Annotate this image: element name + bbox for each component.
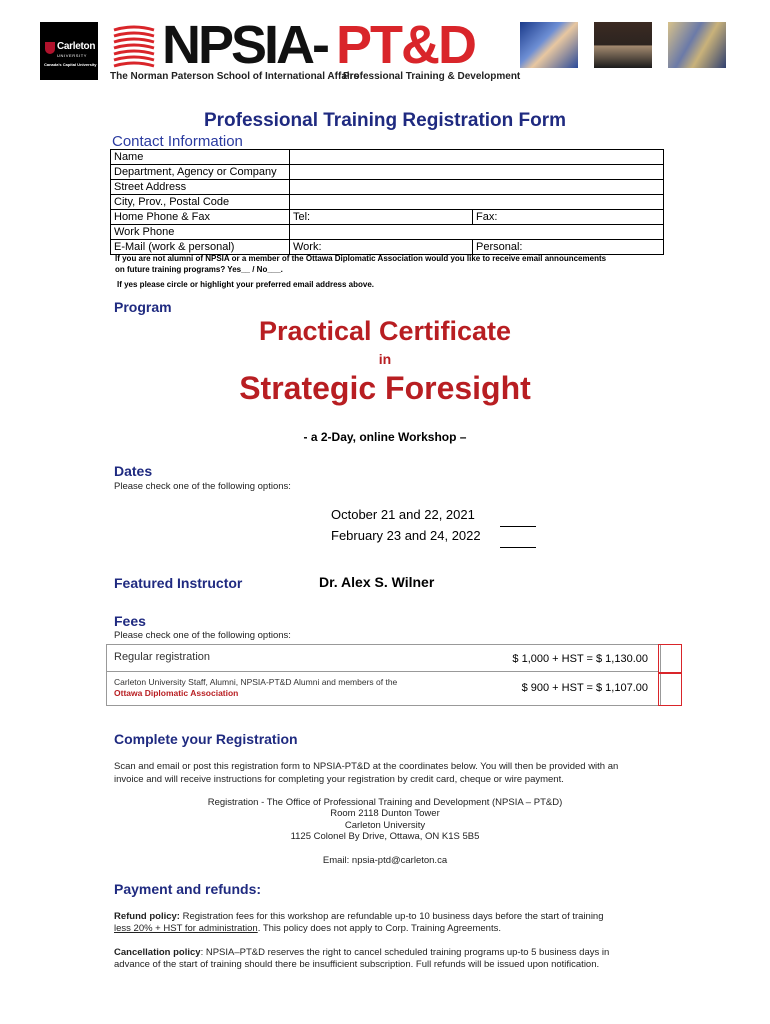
fees-instruction: Please check one of the following options:	[114, 630, 291, 641]
handshake-photo	[520, 22, 578, 68]
contact-field-primary[interactable]	[290, 195, 664, 210]
contact-row	[111, 225, 664, 240]
alumni-note-line-2: on future training programs? Yes__ / No___.	[115, 265, 283, 274]
refund-policy-label: Refund policy:	[114, 911, 180, 922]
complete-heading: Complete your Registration	[114, 731, 298, 747]
contact-field-primary[interactable]	[290, 165, 664, 180]
logo-school-subtitle: The Norman Paterson School of International Affairs	[110, 71, 360, 82]
complete-para-line-1: Scan and email or post this registration form to NPSIA-PT&D at the coordinates below. You will then be provided with an	[114, 761, 619, 772]
address-line-1: Registration - The Office of Professional Training and Development (NPSIA – PT&D)	[207, 797, 563, 808]
logo-ptd-subtitle: Professional Training & Development	[343, 71, 521, 82]
date-option-1-checkbox[interactable]	[500, 526, 536, 527]
refund-policy-text-1: Registration fees for this workshop are refundable up-to 10 business days before the start of training	[179, 911, 604, 922]
contact-row	[111, 210, 664, 225]
date-option-2-checkbox[interactable]	[500, 547, 536, 548]
contact-row	[111, 195, 664, 210]
carleton-tagline: Canada's Capital University	[44, 62, 97, 67]
refund-policy-line-2	[114, 922, 674, 935]
dates-instruction: Please check one of the following options:	[114, 481, 291, 492]
address-line-3: Carleton University	[344, 820, 426, 831]
contact-row-label: E-Mail (work & personal)	[111, 240, 290, 255]
date-option-1: October 21 and 22, 2021	[331, 507, 475, 522]
contact-row-label: Department, Agency or Company	[111, 165, 290, 180]
city-map-photo	[668, 22, 726, 68]
carleton-university-text: UNIVERSITY	[57, 53, 88, 58]
address-line-4: 1125 Colonel By Drive, Ottawa, ON K1S 5B5	[290, 831, 480, 842]
program-subtitle: - a 2-Day, online Workshop –	[303, 430, 467, 444]
cancel-policy-line-2: advance of the start of training should there be insufficient subscription. Full refunds will be issued upon notification.	[114, 959, 600, 970]
program-title-line-3: Strategic Foresight	[239, 370, 531, 406]
fee-discount-price: $ 900 + HST = $ 1,107.00	[521, 682, 648, 694]
date-option-2: February 23 and 24, 2022	[331, 528, 481, 543]
carleton-name: Carleton	[57, 41, 96, 52]
program-title-line-2: in	[378, 351, 392, 367]
carleton-crest-icon	[45, 42, 55, 54]
contact-row	[111, 150, 664, 165]
program-heading: Program	[114, 299, 172, 315]
contact-row-label: City, Prov., Postal Code	[111, 195, 290, 210]
contact-row-label: Street Address	[111, 180, 290, 195]
fee-regular-label: Regular registration	[114, 651, 210, 663]
contact-row-label: Home Phone & Fax	[111, 210, 290, 225]
form-title: Professional Training Registration Form	[203, 110, 567, 131]
logo-ptd-text: PT&D	[336, 15, 475, 75]
dates-heading: Dates	[114, 463, 153, 479]
fee-regular-checkbox[interactable]	[658, 644, 682, 674]
npsia-swirl-icon	[110, 22, 158, 72]
contact-row-label: Work Phone	[111, 225, 290, 240]
contact-row	[111, 180, 664, 195]
alumni-note-line-1: If you are not alumni of NPSIA or a member of the Ottawa Diplomatic Association would you like to receive email announcements	[115, 254, 607, 263]
cancel-policy-label: Cancellation policy	[114, 947, 201, 958]
contact-email[interactable]: Email: npsia-ptd@carleton.ca	[322, 855, 448, 866]
contact-field-secondary[interactable]: Fax:	[473, 210, 664, 225]
contact-row	[111, 165, 664, 180]
payment-heading: Payment and refunds:	[114, 881, 262, 897]
refund-policy-text-2: . This policy does not apply to Corp. Training Agreements.	[257, 923, 501, 934]
program-title-line-1: Practical Certificate	[258, 316, 512, 346]
complete-para-line-2: invoice and will receive instructions for completing your registration by credit card, cheque or wire payment.	[114, 774, 564, 785]
logo-npsia-text: NPSIA-	[162, 15, 328, 75]
instructor-heading: Featured Instructor	[114, 575, 243, 591]
fees-divider	[107, 671, 659, 672]
fee-discount-label-org: Ottawa Diplomatic Association	[114, 688, 239, 698]
fee-discount-checkbox[interactable]	[658, 672, 682, 706]
group-photo	[594, 22, 652, 68]
fee-discount-label: Carleton University Staff, Alumni, NPSIA-PT&D Alumni and members of the	[114, 677, 398, 687]
alumni-note-line-3: If yes please circle or highlight your preferred email address above.	[117, 280, 374, 289]
contact-field-secondary[interactable]: Personal:	[473, 240, 664, 255]
contact-field-primary[interactable]	[290, 225, 664, 240]
fee-regular-price: $ 1,000 + HST = $ 1,130.00	[512, 653, 648, 665]
instructor-name: Dr. Alex S. Wilner	[319, 574, 435, 590]
fees-heading: Fees	[114, 613, 146, 629]
carleton-logo	[40, 22, 98, 80]
contact-field-primary[interactable]: Work:	[290, 240, 473, 255]
cancel-policy-text-1: : NPSIA–PT&D reserves the right to cancel scheduled training programs up-to 5 business days in	[200, 947, 610, 958]
contact-field-primary[interactable]	[290, 150, 664, 165]
contact-field-primary[interactable]	[290, 180, 664, 195]
refund-admin-fee: less 20% + HST for administration	[114, 923, 258, 934]
contact-field-primary[interactable]: Tel:	[290, 210, 473, 225]
contact-table	[110, 149, 664, 255]
address-line-2: Room 2118 Dunton Tower	[330, 808, 440, 819]
contact-heading: Contact Information	[112, 133, 243, 150]
contact-row-label: Name	[111, 150, 290, 165]
